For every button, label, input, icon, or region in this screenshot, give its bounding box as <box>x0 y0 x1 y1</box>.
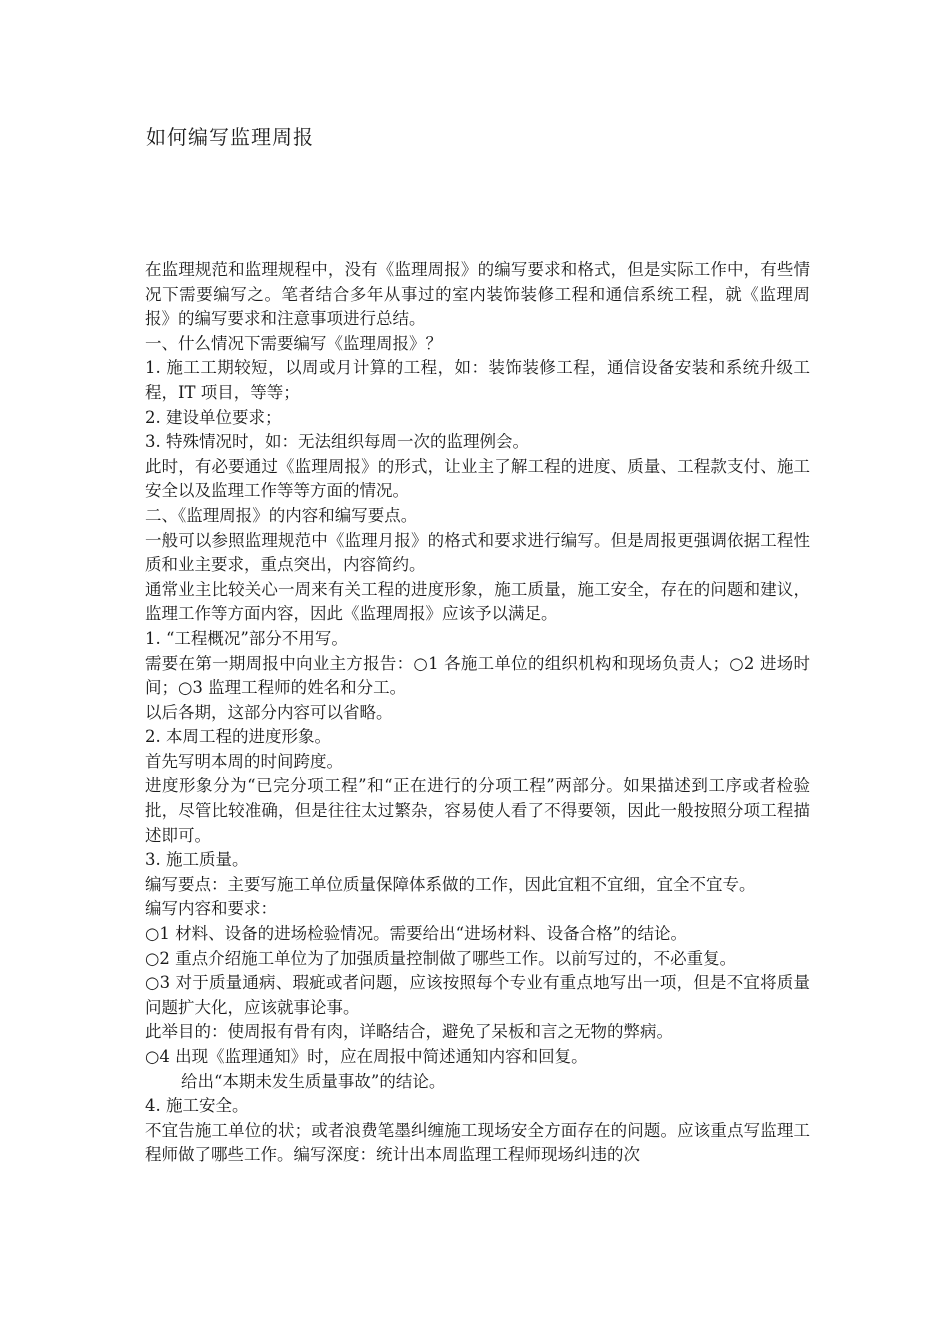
list-item: 2. 建设单位要求； <box>145 407 282 427</box>
document-body <box>145 258 810 1168</box>
paragraph: 以后各期，这部分内容可以省略。 <box>145 702 393 722</box>
paragraph: 编写要点：主要写施工单位质量保障体系做的工作，因此宜粗不宜细，宜全不宜专。 <box>145 874 756 894</box>
section-heading: 一、什么情况下需要编写《监理周报》？ <box>145 333 442 353</box>
list-item: 4. 施工安全。 <box>145 1096 249 1116</box>
paragraph: 一般可以参照监理规范中《监理月报》的格式和要求进行编写。但是周报更强调依据工程性质和业主要求，重点突出，内容简约。 <box>145 530 810 575</box>
list-item: ○4 出现《监理通知》时，应在周报中简述通知内容和回复。 <box>145 1047 588 1066</box>
paragraph: 进度形象分为“已完分项工程”和“正在进行的分项工程”两部分。如果描述到工序或者检验批，尽管比较准确，但是往往太过繁杂，容易使人看了不得要领，因此一般按照分项工程描述即可。 <box>145 776 810 845</box>
paragraph: 此举目的：使周报有骨有肉，详略结合，避免了呆板和言之无物的弊病。 <box>145 1022 673 1042</box>
list-item: ○1 材料、设备的进场检验情况。需要给出“进场材料、设备合格”的结论。 <box>145 924 688 944</box>
document-title: 如何编写监理周报 <box>146 125 314 149</box>
paragraph: 编写内容和要求： <box>145 899 277 919</box>
paragraph: 此时，有必要通过《监理周报》的形式，让业主了解工程的进度、质量、工程款支付、施工安全以及监理工作等等方面的情况。 <box>145 456 810 501</box>
paragraph: 通常业主比较关心一周来有关工程的进度形象，施工质量，施工安全，存在的问题和建议，监理工作等方面内容，因此《监理周报》应该予以满足。 <box>145 579 810 624</box>
paragraph: 不宜告施工单位的状；或者浪费笔墨纠缠施工现场安全方面存在的问题。应该重点写监理工程师做了哪些工作。编写深度：统计出本周监理工程师现场纠违的次 <box>145 1120 810 1165</box>
list-item: 1. “工程概况”部分不用写。 <box>145 628 348 648</box>
paragraph: 需要在第一期周报中向业主方报告：○1 各施工单位的组织机构和现场负责人；○2 进场时间；○3 监理工程师的姓名和分工。 <box>145 653 810 698</box>
list-item: 1. 施工工期较短，以周或月计算的工程，如：装饰装修工程，通信设备安装和系统升级工程，IT 项目，等等； <box>145 358 810 402</box>
paragraph: 首先写明本周的时间跨度。 <box>145 751 343 771</box>
list-item: 3. 特殊情况时，如：无法组织每周一次的监理例会。 <box>145 432 529 452</box>
list-item: 3. 施工质量。 <box>145 850 249 870</box>
list-item: ○2 重点介绍施工单位为了加强质量控制做了哪些工作。以前写过的，不必重复。 <box>145 948 737 968</box>
paragraph: 给出“本期未发生质量事故”的结论。 <box>181 1071 446 1091</box>
list-item: 2. 本周工程的进度形象。 <box>145 727 331 747</box>
section-heading: 二、《监理周报》的内容和编写要点。 <box>145 505 418 525</box>
list-item: ○3 对于质量通病、瑕疵或者问题，应该按照每个专业有重点地写出一项，但是不宜将质量问题扩大化，应该就事论事。 <box>145 973 810 1017</box>
paragraph: 在监理规范和监理规程中，没有《监理周报》的编写要求和格式，但是实际工作中，有些情况下需要编写之。笔者结合多年从事过的室内装饰装修工程和通信系统工程，就《监理周报》的编写要求和注意事项进行总结。 <box>145 260 810 329</box>
